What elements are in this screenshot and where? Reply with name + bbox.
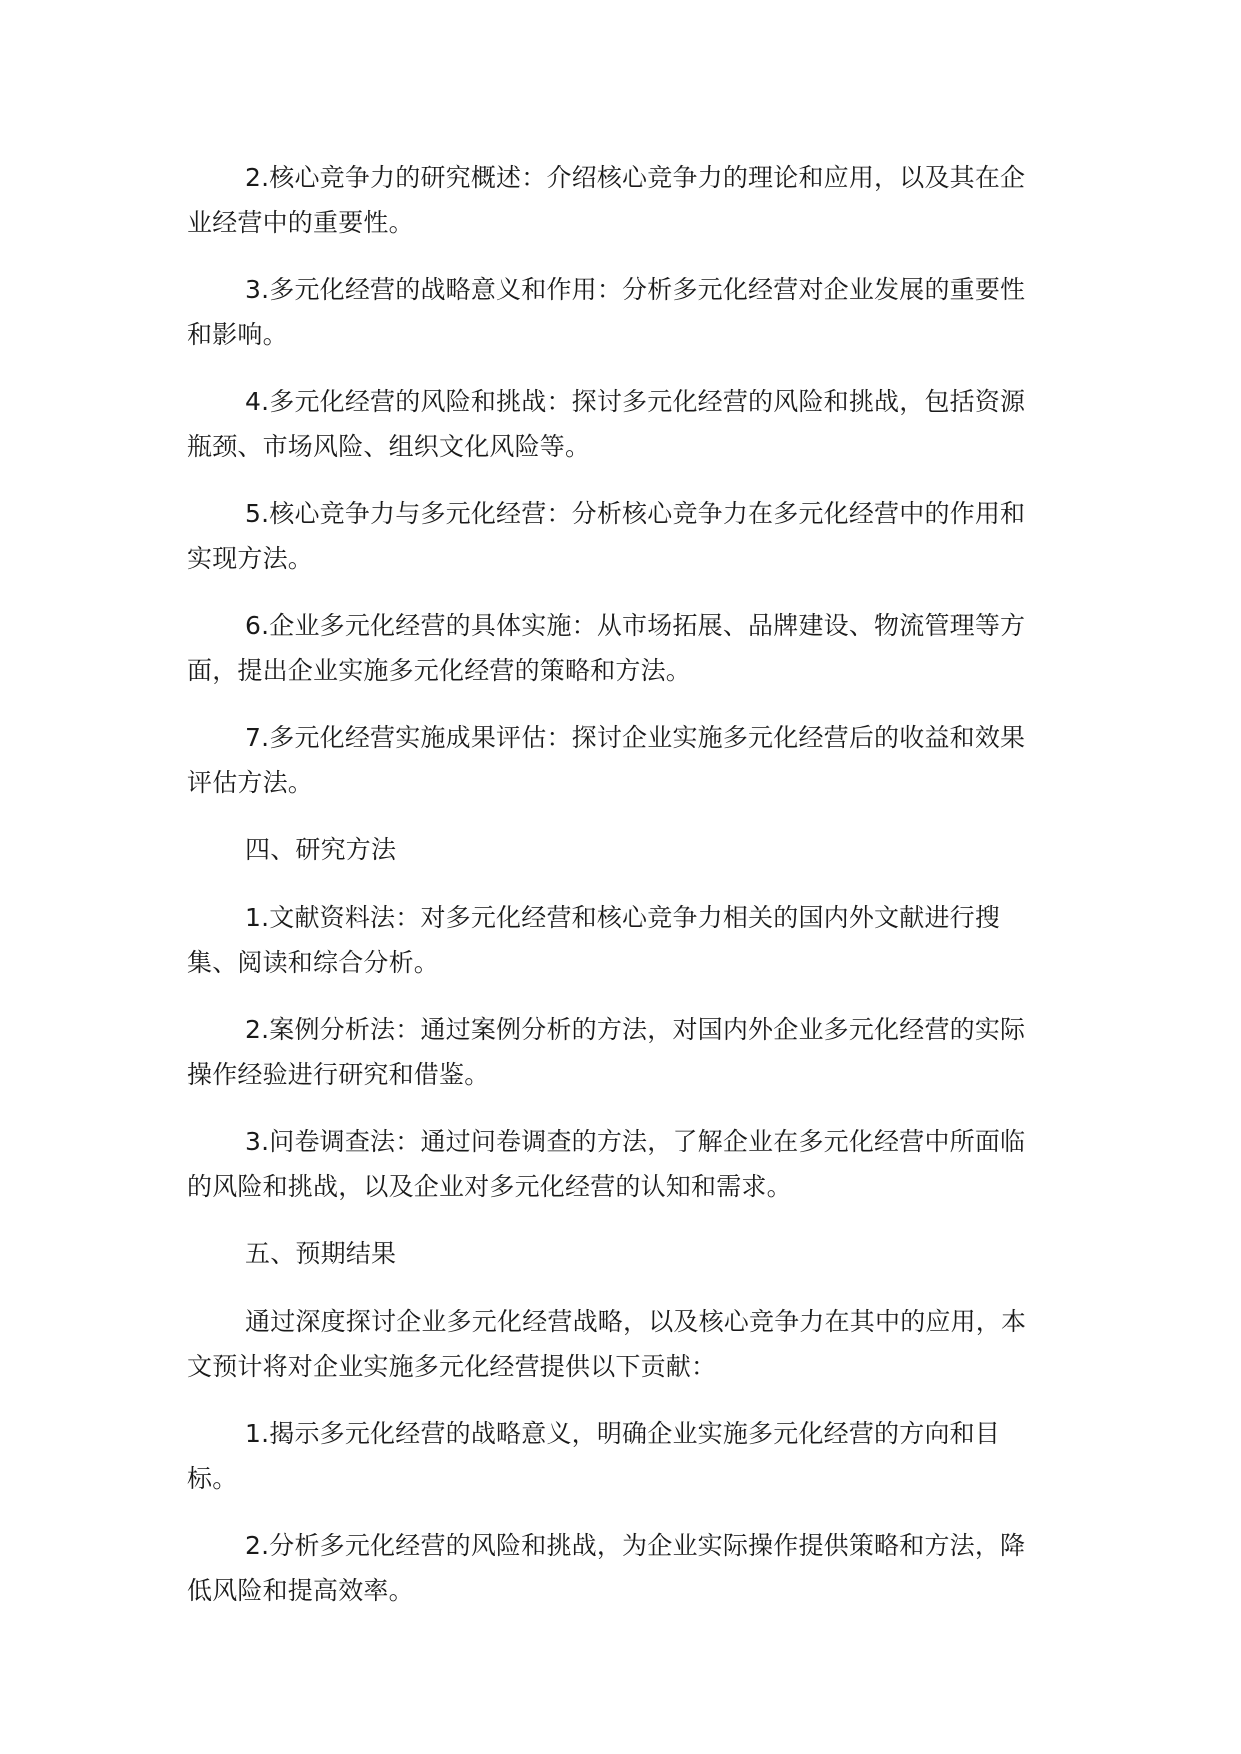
expected-results-intro: 通过深度探讨企业多元化经营战略，以及核心竞争力在其中的应用，本文预计将对企业实施多元化经营提供以下贡献： [187,1307,1027,1381]
list-item-evaluation: 7.多元化经营实施成果评估：探讨企业实施多元化经营后的收益和效果评估方法。 [187,723,1026,797]
document-body [187,155,1037,1635]
expected-result-1: 1.揭示多元化经营的战略意义，明确企业实施多元化经营的方向和目标。 [187,1419,1001,1493]
list-item-risks-challenges: 4.多元化经营的风险和挑战：探讨多元化经营的风险和挑战，包括资源瓶颈、市场风险、组织文化风险等。 [187,387,1026,461]
method-questionnaire: 3.问卷调查法：通过问卷调查的方法，了解企业在多元化经营中所面临的风险和挑战，以及企业对多元化经营的认知和需求。 [187,1127,1026,1201]
list-item-implementation: 6.企业多元化经营的具体实施：从市场拓展、品牌建设、物流管理等方面，提出企业实施多元化经营的策略和方法。 [187,611,1026,685]
method-case-study: 2.案例分析法：通过案例分析的方法，对国内外企业多元化经营的实际操作经验进行研究和借鉴。 [187,1015,1026,1089]
section-heading-expected-results: 五、预期结果 [245,1239,397,1268]
method-literature: 1.文献资料法：对多元化经营和核心竞争力相关的国内外文献进行搜集、阅读和综合分析。 [187,903,1001,977]
section-heading-methods: 四、研究方法 [245,835,397,864]
expected-result-2: 2.分析多元化经营的风险和挑战，为企业实际操作提供策略和方法，降低风险和提高效率。 [187,1531,1026,1605]
list-item-core-competence: 5.核心竞争力与多元化经营：分析核心竞争力在多元化经营中的作用和实现方法。 [187,499,1026,573]
list-item-research-overview: 2.核心竞争力的研究概述：介绍核心竞争力的理论和应用，以及其在企业经营中的重要性。 [187,163,1026,237]
list-item-strategic-significance: 3.多元化经营的战略意义和作用：分析多元化经营对企业发展的重要性和影响。 [187,275,1026,349]
